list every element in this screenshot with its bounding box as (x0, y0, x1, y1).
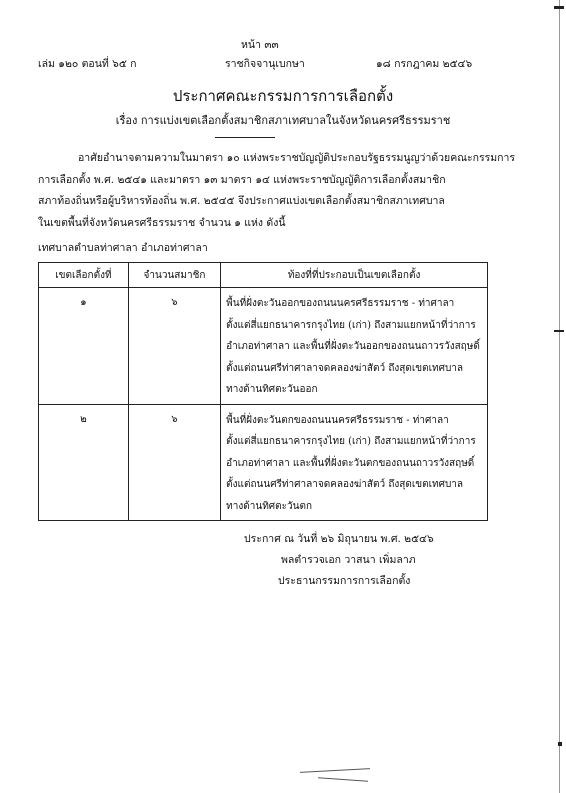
announcement-date: ประกาศ ณ วันที่ ๒๖ มิถุนายน พ.ศ. ๒๕๔๖ (244, 533, 434, 545)
header-area: ท้องที่ที่ประกอบเป็นเขตเลือกตั้ง (221, 263, 488, 288)
announcement-subject: เรื่อง การแบ่งเขตเลือกตั้งสมาชิกสภาเทศบาลในจังหวัดนครศรีธรรมราช (115, 114, 451, 127)
area-line: ตั้งแต่สี่แยกธนาคารกรุงไทย (เก่า) ถึงสามแยกหน้าที่ว่าการ (226, 319, 476, 331)
area-line: พื้นที่ฝั่งตะวันตกของถนนนครศรีธรรมราช - ท่าศาลา (226, 414, 449, 426)
body-line: สภาท้องถิ่นหรือผู้บริหารท้องถิ่น พ.ศ. ๒๕๔๕ จึงประกาศแบ่งเขตเลือกตั้งสมาชิกสภาเทศบาล (38, 195, 445, 207)
gazette-name: ราชกิจจานุเบกษา (225, 58, 305, 70)
member-count: ๖ (171, 297, 178, 308)
body-line: การเลือกตั้ง พ.ศ. ๒๕๔๑ และมาตรา ๑๓ มาตรา ๑๔ แห่งพระราชบัญญัติการเลือกตั้งสมาชิก (38, 173, 446, 186)
districts-table (38, 262, 488, 521)
signatory-name: พลตำรวจเอก วาสนา เพิ่มลาภ (281, 554, 416, 566)
scan-smudge (300, 768, 370, 773)
area-line: อำเภอท่าศาลา และพื้นที่ฝั่งตะวันตกของถนนถาวรวังสฤษดิ์ (226, 457, 475, 469)
table-row (39, 288, 488, 405)
signatory-position: ประธานกรรมการการเลือกตั้ง (278, 575, 411, 587)
area-description (222, 289, 486, 403)
announcement-body (38, 148, 515, 234)
area-description (222, 406, 486, 520)
area-line: ตั้งแต่ถนนศรีท่าศาลาจดคลองฆ่าสัตว์ ถึงสุดเขตเทศบาล (226, 479, 464, 490)
area-line: ตั้งแต่ถนนศรีท่าศาลาจดคลองฆ่าสัตว์ ถึงสุดเขตเทศบาล (226, 362, 464, 374)
district-number: ๒ (80, 413, 87, 425)
title-divider (215, 137, 275, 138)
announcement-title: ประกาศคณะกรรมการการเลือกตั้ง (172, 87, 394, 105)
area-line: ทางด้านทิศตะวันตก (226, 500, 312, 512)
volume-number: เล่ม ๑๒๐ ตอนที่ ๖๕ ก (38, 58, 137, 70)
table-header-row (39, 263, 488, 288)
area-line: อำเภอท่าศาลา และพื้นที่ฝั่งตะวันออกของถนนถาวรวังสฤษดิ์ (226, 341, 480, 352)
body-line: ในเขตพื้นที่จังหวัดนครศรีธรรมราช จำนวน ๑ แห่ง ดังนี้ (38, 216, 286, 229)
gazette-date: ๑๘ กรกฎาคม ๒๕๔๖ (376, 58, 473, 70)
scan-smudge (318, 777, 368, 781)
member-count: ๖ (171, 413, 178, 425)
header-members: จำนวนสมาชิก (128, 263, 220, 288)
municipality-label: เทศบาลตำบลท่าศาลา อำเภอท่าศาลา (38, 242, 208, 254)
page-number: หน้า ๓๓ (241, 39, 279, 51)
body-line: อาศัยอำนาจตามความในมาตรา ๑๐ แห่งพระราชบัญญัติประกอบรัฐธรรมนูญว่าด้วยคณะกรรมการ (78, 152, 516, 164)
area-line: ตั้งแต่สี่แยกธนาคารกรุงไทย (เก่า) ถึงสามแยกหน้าที่ว่าการ (226, 436, 476, 447)
header-district: เขตเลือกตั้งที่ (39, 263, 129, 288)
district-number: ๑ (80, 297, 87, 308)
area-line: ทางด้านทิศตะวันออก (226, 384, 318, 395)
table-row (39, 404, 488, 521)
area-line: พื้นที่ฝั่งตะวันออกของถนนนครศรีธรรมราช - ท่าศาลา (226, 298, 455, 309)
